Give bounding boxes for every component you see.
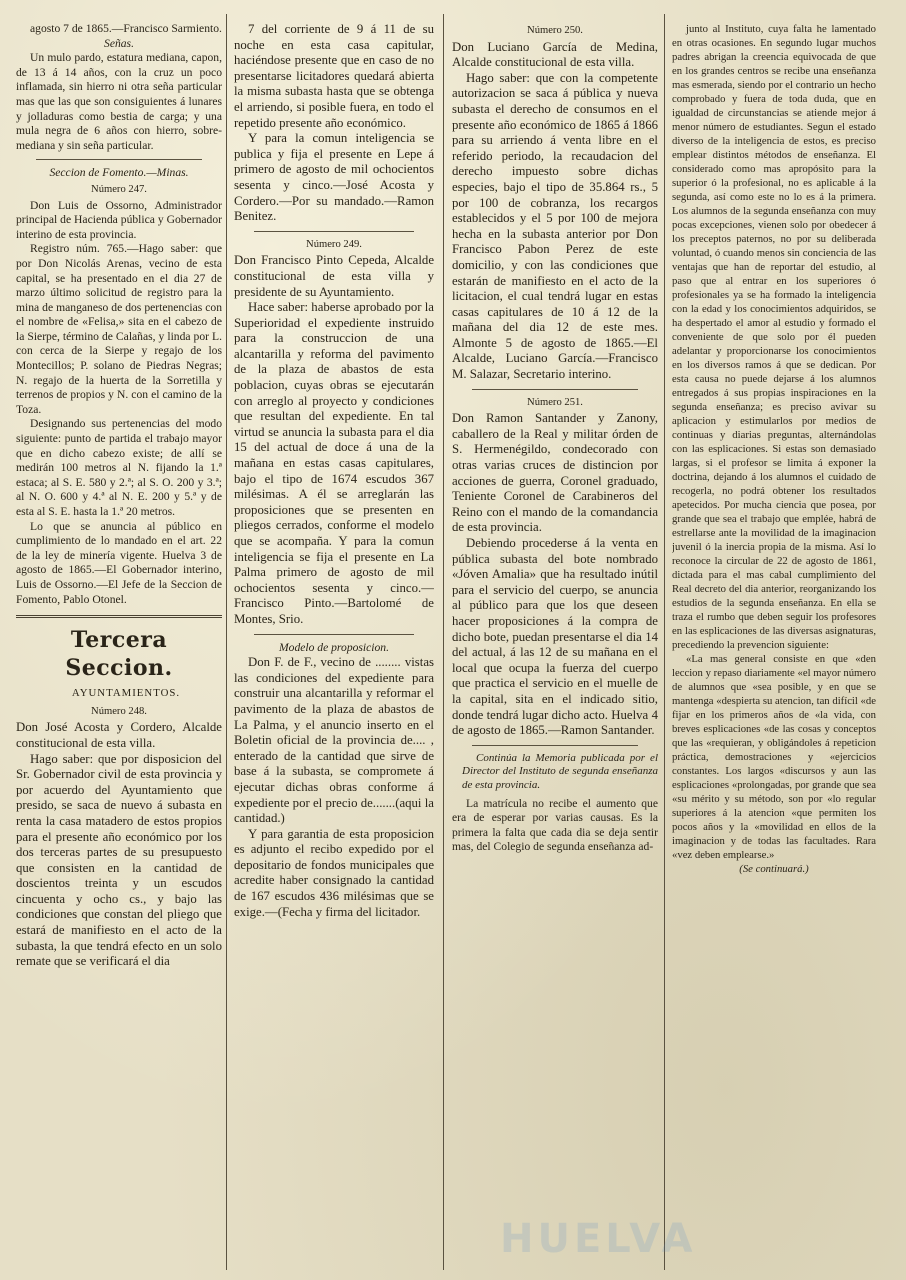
paragraph: Don F. de F., vecino de ........ vistas las condiciones del expediente para construir una alcantarilla y reformar el pavimento de la plaza de abastos de La Palma, y el anuncio inserto en el Boletin oficial de la provincia de.... , enterado de la cantidad que sirve de base á la subasta, se compromete á ejecutar dichas obras conforme á expediente por el precio de.......(aqui la cantidad.) <box>234 655 434 826</box>
double-separator <box>16 615 222 618</box>
column-2 <box>234 22 434 1272</box>
separator <box>36 159 202 160</box>
paragraph: Hace saber: haberse aprobado por la Superioridad el expediente instruido para la construccion de una alcantarilla y reforma del pavimento de la plaza de abastos de esta poblacion, cuyas obras se ejecutarán con arreglo al proyecto y condiciones que resultan del expediente. En tal virtud se anuncia la subasta para el dia 15 del actual de doce á una de la mañana en estas casas capitulares, bajo el tipo de 1674 escudos 367 milésimas. A él se arreglarán las proposiciones que se presenten en pliegos cerrados, conforme el modelo que se acompaña. Y para la comun inteligencia se fija el presente en La Palma primero de agosto de mil ochocientos sesenta y cinco.—Francisco Pinto.—Bartolomé de Montes, Srio. <box>234 300 434 626</box>
notice-heading: Don Luciano García de Medina, Alcalde constitucional de esta villa. <box>452 39 658 70</box>
paragraph: Don Luis de Ossorno, Administrador principal de Hacienda pública y Gobernador interino de esta provincia. <box>16 198 222 241</box>
notice-number: Número 248. <box>91 705 147 717</box>
separator <box>254 231 414 232</box>
paragraph: Designando sus pertenencias del modo siguiente: punto de partida el trabajo mayor que en dicho cabezo existe; de allí se medirán 100 metros al N. fijando la 1.ª estaca; al S. E. 580 y 2.ª; al S. O. 200 y 3.ª; al N. O. 600 y 4.ª al N. E. 200 y 5.ª y de esta al S. E. hasta la 1.ª 20 metros. <box>16 417 222 518</box>
paragraph: Un mulo pardo, estatura mediana, capon, de 13 á 14 años, con la cruz un poco inflamada, sin hierro ni otra seña particular mas que las que son consiguientes á lunares y jolladuras como bestia de carga; y una mula negra de 6 años con hierro, sobre-mediana y sin seña particular. <box>16 51 222 152</box>
paragraph: «La mas general consiste en que «den leccion y repaso diariamente «el mayor número de alumnos que «sea posible, y en que se mantenga «despierta su atencion, tan difícil «de fijar en los primeros años de «la vida, con breves esplicaciones «de las cosas y conceptos que las «requieran, y obligándoles á repeticion práctica, demostraciones y «ejercicios constantes. Los largos «discursos y aun las esplicaciones «prolongadas, por grande que sea «su mérito y su método, son por «lo regular superiores á la atencion «que permiten los pocos años y la «movilidad en ellos de la imaginacion y de todas las facultades. Rara «vez deben emplearse.» <box>672 653 876 861</box>
column-rule <box>226 14 227 1270</box>
paragraph: Registro núm. 765.—Hago saber: que por Don Nicolás Arenas, vecino de esta capital, se ha presentado en el dia 27 de marzo último solicitud de registro para la mina de manganeso de dos pertenencias con el nombre de «Felisa,» sita en el cabezo de la Sierpe, término de Calañas, y linda por L. con cerca de la Sierpe y regajo de los Montecillos; P. solano de Piedras Negras; N. regajo de la huerta de la Sorretilla y terrenos de propios y N. con el camino de la Toza. <box>16 242 222 416</box>
notice-number: Número 250. <box>527 25 583 36</box>
paragraph: Lo que se anuncia al público en cumplimiento de lo mandado en el art. 22 de la ley de minería vigente. Huelva 3 de agosto de 1865.—El Gobernador interino, Luis de Ossorno.—El Jefe de la Seccion de Fomento, Pablo Otonel. <box>16 519 222 606</box>
notice-number: Número 249. <box>306 238 362 250</box>
notice-heading: Don Francisco Pinto Cepeda, Alcalde constitucional de esta villa y presidente de su Ayuntamiento. <box>234 253 434 299</box>
notice-number: Número 251. <box>527 396 583 408</box>
column-rule <box>443 14 444 1270</box>
paragraph: 7 del corriente de 9 á 11 de su noche en esta casa capitular, haciéndose presente que en caso de no presentarse licitadores quedará abierta la misma subasta hasta que se obtenga el arriendo, si posible fuera, en todo el repetido presente año económico. <box>234 22 434 130</box>
paragraph: Y para la comun inteligencia se publica y fija el presente en Lepe á primero de agosto de mil ochocientos sesenta y cinco.—José Acosta y Cordero.—Por su mandado.—Ramon Benitez. <box>234 131 434 224</box>
paragraph: Hago saber: que con la competente autorizacion se saca á pública y nueva subasta el derecho de consumos en el presente año económico de 1865 á 1866 para su arriendo á venta libre en el referido periodo, la recaudacion del derecho impuesto sobre dichas especies, bajo el tipo de 35.864 rs., 5 por 100 de cobranza, los recargos establecidos y el 5 por 100 de mejora hecha en la subasta anterior por Don Francisco Pabon Perez de este domicilio, y con las condiciones que estarán de manifiesto en el acto de la licitacion, el cual tendrá lugar en estas casas capitulares de 10 á 12 de la mañana del dia 12 de este mes. Almonte 5 de agosto de 1865.—El Alcalde, Luciano García.—Francisco M. Salazar, Secretario interino. <box>452 70 658 382</box>
notice-number: Número 247. <box>91 183 147 195</box>
section-caption: Señas. <box>104 36 134 50</box>
paragraph: junto al Instituto, cuya falta he lamentado en otras ocasiones. En segundo lugar muchos padres abrigan la creencia equivocada de que en los grandes centros se recibe una enseñanza mas esmerada, siendo por el contrario un hecho comprobado y fuera de toda duda, que en igualdad de circunstancias se atiende mejor á menor número de estudiantes. Segun el estado diverso de la inteligencia de estos, es preciso emplear distintos métodos de enseñanza. El considerado como mas apropósito para la superior ó la profesional, no es aplicable á la segunda, así como este no lo es á la primera. Los alumnos de la segunda enseñanza con muy pocas excepciones, vienen solo por obedecer á los preceptos paternos, no por su deliberada voluntad, ó cuando menos sin conciencia de las ventajas que han de reportar del estudio, al paso que al entrar en los superiores ó profesionales ya se ha formado la inteligencia con la edad y los conocimientos adquiridos, se ha despertado el amor al estudio y formado el conveniente de que solo por él pueden adelantar y proporcionarse los conocimientos en los diversos ramos á que se dedican. Por esta causa no puede dejarse á los alumnos entregados á sus propias inspiraciones en la segunda enseñanza; es preciso avivar su aplicacion y estimularlos por medios de continuas y diarias preguntas, alternándolas con las esplicaciones. Si estas son demasiado largas, si el profesor se limita á exponer la doctrina, dejando á los alumnos el cuidado de recogerla, no podrá obtener los resultados apetecidos. Por mucha ciencia que posea, por grande que sea el trabajo que emplée, habrá de estrellarse ante la movilidad de la imaginacion juvenil ó la inercia propia de la misma. Así lo reconoce la circular de 22 de agosto de 1861, dictada para el mas cabal cumplimiento del Real decreto del dia anterior, reorganizando los estudios de la segunda enseñanza. En ella se traza el rumbo que deben seguir los profesores en las esplicaciones de las diversas asignaturas, precediendo la prevencion siguiente: <box>672 23 876 651</box>
separator <box>472 745 638 746</box>
column-1 <box>16 22 222 1272</box>
section-caption: Modelo de proposicion. <box>278 640 390 654</box>
library-watermark: HUELVA <box>500 1216 697 1262</box>
section-caption: Seccion de Fomento.—Minas. <box>49 166 189 180</box>
separator <box>472 389 638 390</box>
paragraph: Y para garantia de esta proposicion es adjunto el recibo expedido por el depositario de fondos municipales que acredite haber consignado la cantidad de 167 escudos 436 milésimas que se exige.—(Fecha y firma del licitador. <box>234 826 434 919</box>
column-4 <box>672 22 876 1272</box>
separator <box>254 634 414 635</box>
paragraph: agosto 7 de 1865.—Francisco Sarmiento. <box>30 22 222 35</box>
section-subtitle: AYUNTAMIENTOS. <box>71 687 181 700</box>
section-title: Tercera Seccion. <box>65 627 173 682</box>
notice-heading: Don José Acosta y Cordero, Alcalde constitucional de esta villa. <box>16 720 222 750</box>
section-caption: (Se continuará.) <box>739 863 809 875</box>
column-rule <box>664 14 665 1270</box>
memoir-heading: Continúa la Memoria publicada por el Director del Instituto de segunda enseñanza de esta provincia. <box>462 751 658 791</box>
notice-heading: Don Ramon Santander y Zanony, caballero de la Real y militar órden de S. Hermenégildo, condecorado con otras varias cruces de distincion por acciones de guerra, Coronel graduado, Teniente Coronel de Carabineros del Reino con el mando de la comandancia de esta provincia. <box>452 411 658 535</box>
paragraph: Hago saber: que por disposicion del Sr. Gobernador civil de esta provincia y por acuerdo del Ayuntamiento que presido, se saca de nuevo á subasta en renta la casa matadero de estos propios para el presente año económico por los dos terceras partes de su presupuesto que consisten en la cantidad de doscientos treinta y un escudos cincuenta y ocho cs., y bajo las condiciones que constan del pliego que estará de manifiesto en el acto de la subasta, la que tendrá efecto en un solo remate que se verificará el dia <box>16 751 222 969</box>
paragraph: La matrícula no recibe el aumento que era de esperar por varias causas. Es la primera la falta que cada dia se deja sentir mas, del Colegio de segunda enseñanza ad- <box>452 796 658 854</box>
paragraph: Debiendo procederse á la venta en pública subasta del bote nombrado «Jóven Amalia» que ha resultado inútil para el servicio del cuerpo, se anuncia al público para que los que deseen hacer proposiciones á la compra de dicho bote, puedan presentarse el dia 14 del actual, á las 12 de su mañana en el local que ocupa la fuerza del cuerpo que practica el servicio en el muelle de la capital, sita en el indicado sitio, donde tendrá lugar dicho acto. Huelva 4 de agosto de 1865.—Ramon Santander. <box>452 536 658 738</box>
column-3 <box>452 22 658 1272</box>
